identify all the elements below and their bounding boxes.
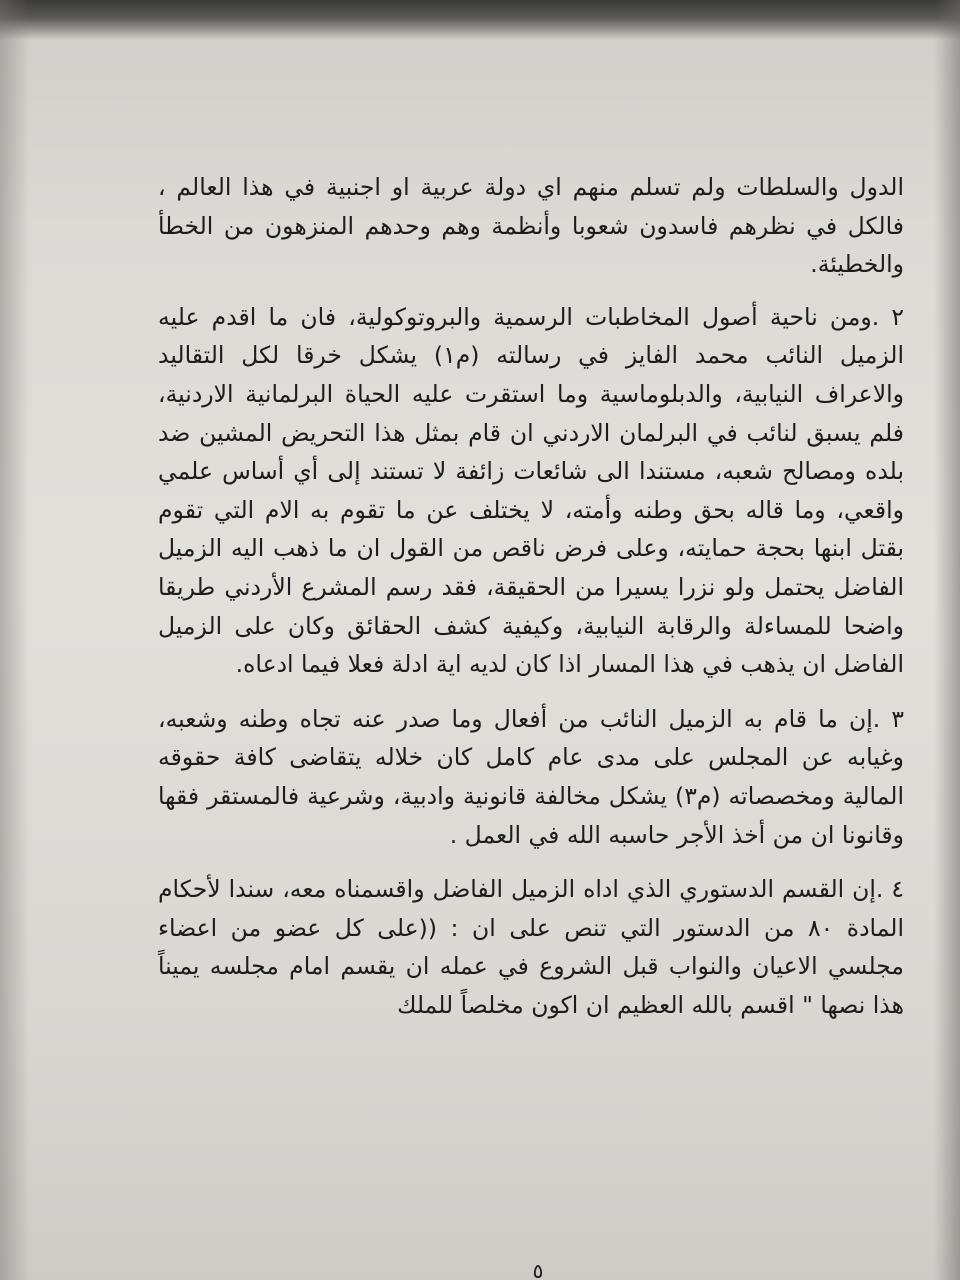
right-shadow [934, 0, 960, 1280]
top-shadow [0, 0, 960, 40]
document-page [158, 168, 904, 1040]
left-shadow [0, 0, 30, 1280]
paragraph-continuation: الدول والسلطات ولم تسلم منهم اي دولة عربية او اجنبية في هذا العالم ، فالكل في نظرهم فاسدون شعوبا وأنظمة وهم وحدهم المنزهون من الخطأ والخطيئة. [158, 173, 904, 279]
paragraph-3: ٣ .إن ما قام به الزميل النائب من أفعال وما صدر عنه تجاه وطنه وشعبه، وغيابه عن المجلس على مدى عام كامل كان خلاله يتقاضى كافة حقوقه المالية ومخصصاته (م٣) يشكل مخالفة قانونية وادبية، وشرعية فالمستقر فقها وقانونا ان من أخذ الأجر حاسبه الله في العمل . [158, 704, 904, 849]
paragraph-2: ٢ .ومن ناحية أصول المخاطبات الرسمية والبروتوكولية، فان ما اقدم عليه الزميل النائب محمد الفايز في رسالته (م١) يشكل خرقا لكل التقاليد والاعراف النيابية، والدبلوماسية وما استقرت عليه الحياة البرلمانية الاردنية، فلم يسبق لنائب في البرلمان الاردني ان قام بمثل هذا التحريض المشين ضد بلده ومصالح شعبه، مستندا الى شائعات زائفة لا تستند إلى أي أساس علمي واقعي، وما قاله بحق وطنه وأمته، لا يختلف عن ما تقوم به الام التي تقوم بقتل ابنها بحجة حمايته، وعلى فرض ناقص من القول ان ما ذهب اليه الزميل الفاضل يحتمل ولو نزرا يسيرا من الحقيقة، فقد رسم المشرع الأردني طريقا واضحا للمساءلة والرقابة النيابية، وكيفية كشف الحقائق وكان على الزميل الفاضل ان يذهب في هذا المسار اذا كان لديه اية ادلة فعلا فيما ادعاه. [158, 302, 904, 679]
page-number: ٥ [532, 1259, 544, 1280]
paragraph-4: ٤ .إن القسم الدستوري الذي اداه الزميل الفاضل واقسمناه معه، سندا لأحكام المادة ٨٠ من الدستور التي تنص على ان : ((على كل عضو من اعضاء مجلسي الاعيان والنواب قبل الشروع في عمله ان يقسم امام مجلسه يميناً هذا نصها " اقسم بالله العظيم ان اكون مخلصاً للملك [158, 875, 904, 1019]
